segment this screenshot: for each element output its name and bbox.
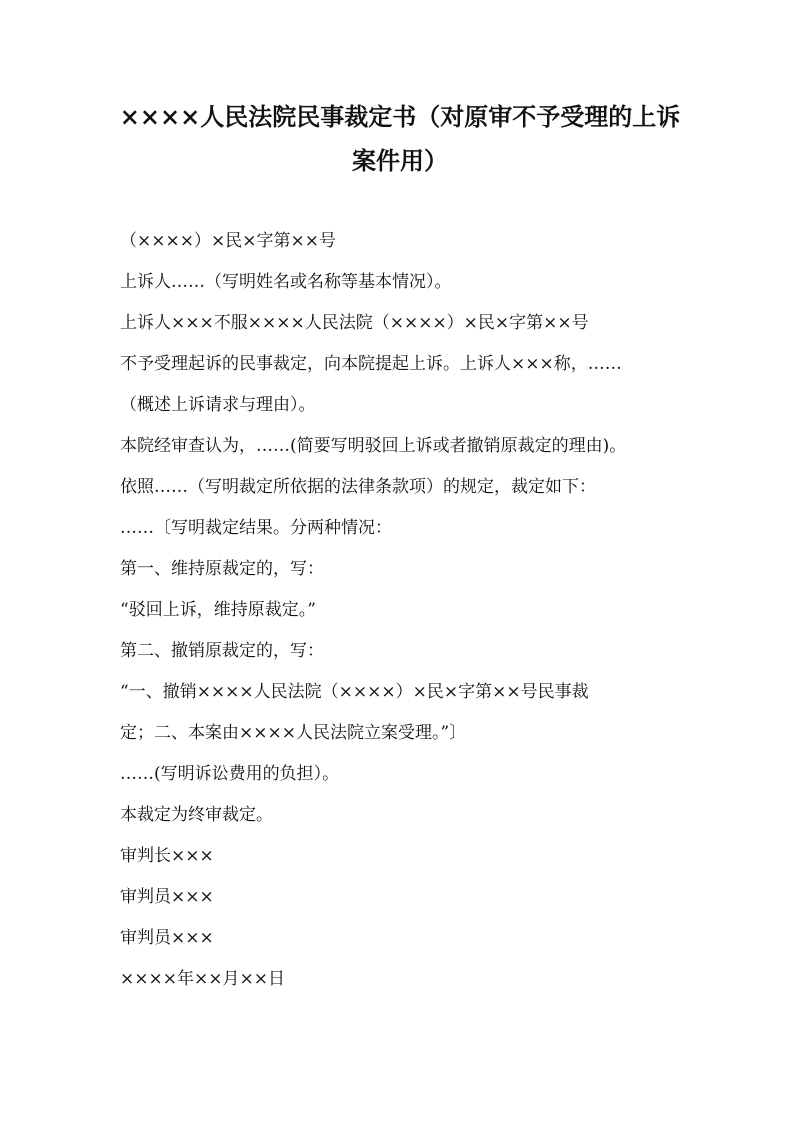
- document-title: ××××人民法院民事裁定书（对原审不予受理的上诉案件用）: [119, 102, 681, 175]
- ruling-result-intro: ……〔写明裁定结果。分两种情况：: [120, 518, 392, 538]
- appellant-info: 上诉人……（写明姓名或名称等基本情况）。: [120, 272, 452, 292]
- document-body: [120, 224, 680, 1003]
- appeal-paragraph-line-3: （概述上诉请求与理由）。: [120, 395, 316, 415]
- legal-basis-paragraph: 依照……（写明裁定所依据的法律条款项）的规定，裁定如下：: [120, 477, 596, 497]
- case-two-heading: 第二、撤销原裁定的，写：: [120, 641, 324, 661]
- case-two-text-line-2: 定；二、本案由××××人民法院立案受理。”〕: [120, 723, 467, 743]
- presiding-judge: 审判长×××: [120, 846, 214, 866]
- case-number: （××××）×民×字第××号: [120, 231, 336, 251]
- judge-2: 审判员×××: [120, 928, 214, 948]
- ruling-date: ××××年××月××日: [120, 969, 285, 989]
- court-review-paragraph: 本院经审查认为，……(简要写明驳回上诉或者撤销原裁定的理由)。: [120, 436, 627, 456]
- case-two-text-line-1: “一、撤销××××人民法院（××××）×民×字第××号民事裁: [120, 682, 589, 702]
- litigation-costs: ……(写明诉讼费用的负担）。: [120, 764, 340, 784]
- judge-1: 审判员×××: [120, 887, 214, 907]
- case-one-text: “驳回上诉，维持原裁定。”: [120, 600, 316, 620]
- appeal-paragraph-line-2: 不予受理起诉的民事裁定，向本院提起上诉。上诉人×××称，……: [120, 354, 622, 374]
- case-one-heading: 第一、维持原裁定的，写：: [120, 559, 324, 579]
- appeal-paragraph-line-1: 上诉人×××不服××××人民法院（××××）×民×字第××号: [120, 313, 589, 333]
- final-ruling-statement: 本裁定为终审裁定。: [120, 805, 273, 825]
